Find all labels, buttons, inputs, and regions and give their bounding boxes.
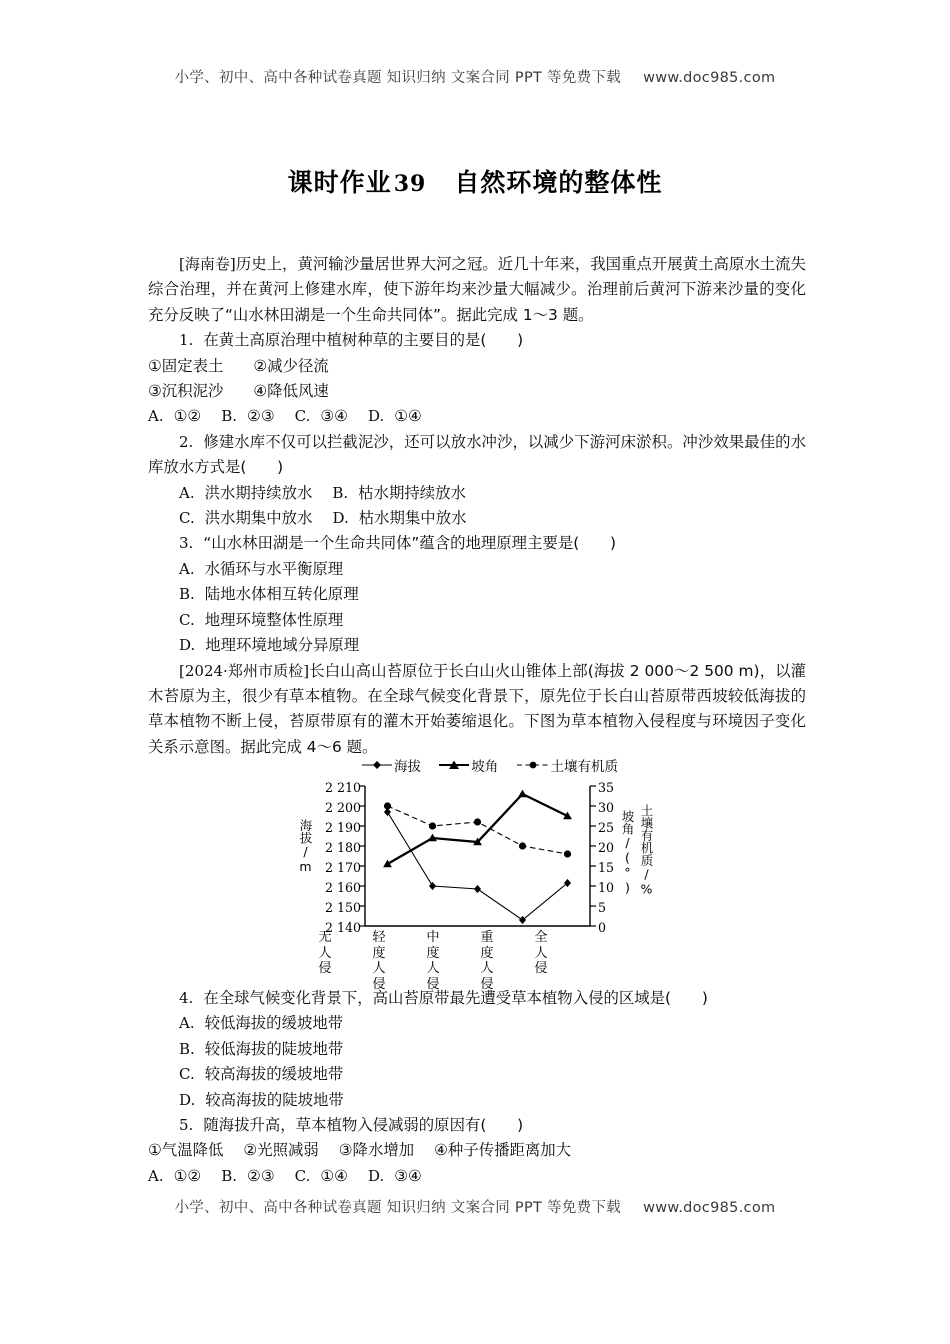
chart-xtick-0-char-1: 人 <box>318 945 332 961</box>
question-5-option-c-letter: C. <box>294 1166 311 1185</box>
chart-figure <box>285 755 695 992</box>
chart-xtick-2-char-1: 度 <box>426 945 440 961</box>
title-number: 39 <box>393 171 427 197</box>
chart-ytick-left-2: 2 160 <box>324 880 361 895</box>
chart-ytick-right-7: 35 <box>598 780 615 795</box>
question-2-num: 2. <box>179 432 194 451</box>
question-1-option-d[interactable]: ①④ <box>394 407 422 426</box>
question-2-option-b-letter: B. <box>332 483 349 502</box>
question-2-option-a[interactable]: 洪水期持续放水 <box>204 483 313 502</box>
question-5-option-a[interactable]: ①② <box>173 1166 202 1185</box>
question-2-stem <box>148 430 806 481</box>
question-5-option-b-letter: B. <box>221 1166 238 1185</box>
chart-xtick-4 <box>532 930 550 977</box>
legend-item-organic <box>517 755 619 775</box>
question-1-option-d-letter: D. <box>367 407 385 426</box>
question-1-item-3: ③沉积泥沙 <box>148 382 224 401</box>
title-prefix: 课时作业 <box>287 168 392 197</box>
chart-right-ticks <box>590 786 596 926</box>
question-1-num: 1. <box>179 331 194 350</box>
question-2-option-d-letter: D. <box>332 509 349 528</box>
running-head-text: 小学、初中、高中各种试卷真题 知识归纳 文案合同 PPT 等免费下载 <box>174 70 622 86</box>
content-body <box>148 252 806 760</box>
chart-ytick-right-4: 20 <box>598 840 615 855</box>
question-1-option-b[interactable]: ②③ <box>247 407 275 426</box>
question-3-option-b-letter: B. <box>179 585 195 604</box>
question-5-item-2: ②光照减弱 <box>243 1141 319 1160</box>
chart-ytick-right-3: 15 <box>598 860 615 875</box>
chart-xtick-2-char-0: 中 <box>426 930 440 945</box>
question-5-option-c[interactable]: ①④ <box>320 1166 348 1185</box>
chart-ylabel-right-slope: 坡角/(°) <box>620 810 635 895</box>
question-4-option-a[interactable]: 较低海拔的缓坡地带 <box>204 1014 344 1033</box>
question-4-stem-text: 在全球气候变化背景下，高山苔原带最先遭受草本植物入侵的区域是( ) <box>203 989 708 1007</box>
chart-plot-area <box>285 777 695 992</box>
chart-xtick-3-char-0: 重 <box>480 930 494 945</box>
legend-item-slope <box>439 755 498 775</box>
question-5-option-d[interactable]: ③④ <box>394 1166 422 1185</box>
question-3-stem <box>148 531 806 556</box>
chart-xtick-0-char-0: 无 <box>318 930 332 945</box>
circle-marker-icon <box>517 759 549 771</box>
question-1-items-2 <box>148 379 806 404</box>
question-1-items <box>148 354 806 379</box>
chart-ytick-right-5: 25 <box>598 820 615 835</box>
question-1-item-1: ①固定表土 <box>148 356 224 375</box>
question-5-options <box>148 1164 806 1189</box>
running-foot-text: 小学、初中、高中各种试卷真题 知识归纳 文案合同 PPT 等免费下载 <box>174 1200 622 1216</box>
chart-series-slope <box>383 790 572 868</box>
chart-xtick-3-char-2: 人 <box>480 961 494 977</box>
passage-2-text: 长白山高山苔原位于长白山火山锥体上部(海拔 2 000～2 500 m)，以灌木苔原为主，很少有草本植物。在全球气候变化背景下，原先位于长白山苔原带西坡较低海拔的草本植物不断上侵，苔原带原有的灌木开始萎缩退化。下图为草本植物入侵程度与环境因子变化关系示意图。据此完成 4～6 题。 <box>148 661 806 756</box>
chart-xtick-1-char-1: 度 <box>372 945 386 961</box>
passage-1-source: [海南卷] <box>179 255 236 273</box>
question-3-num: 3. <box>179 534 194 553</box>
question-4-option-c-letter: C. <box>179 1065 195 1084</box>
chart-xtick-2-char-3: 侵 <box>426 976 440 992</box>
question-1-option-a-letter: A. <box>148 407 164 426</box>
chart-xtick-4-char-1: 人 <box>534 945 548 961</box>
question-4-option-b[interactable]: 较低海拔的陡坡地带 <box>204 1039 344 1058</box>
question-1-options <box>148 404 806 429</box>
question-3-option-b-row <box>148 582 806 607</box>
chart-xtick-3-char-1: 度 <box>480 945 494 961</box>
question-1-item-2: ②减少径流 <box>253 356 329 375</box>
question-2-option-b[interactable]: 枯水期持续放水 <box>358 483 466 502</box>
chart-xtick-1 <box>370 930 388 992</box>
question-2-option-d[interactable]: 枯水期集中放水 <box>358 509 467 528</box>
question-3-option-a[interactable]: 水循环与水平衡原理 <box>204 559 344 578</box>
chart-ytick-left-0: 2 140 <box>324 920 361 935</box>
question-1-stem-text: 在黄土高原治理中植树种草的主要目的是( ) <box>203 331 524 350</box>
chart-ytick-right-6: 30 <box>598 800 615 815</box>
chart-xtick-1-char-3: 侵 <box>372 976 386 992</box>
chart-xtick-2-char-2: 人 <box>426 961 440 977</box>
question-4-option-d[interactable]: 较高海拔的陡坡地带 <box>205 1090 344 1109</box>
question-2-option-c-letter: C. <box>179 509 195 528</box>
chart-ylabel-right-organic: 土壤有机质/% <box>639 804 654 897</box>
running-foot <box>0 1196 950 1217</box>
chart-ytick-right-0: 0 <box>598 920 607 935</box>
question-5-option-a-letter: A. <box>148 1166 164 1185</box>
question-3-option-a-row <box>148 557 806 582</box>
question-5-items <box>148 1138 806 1163</box>
chart-xtick-3 <box>478 930 496 992</box>
question-3-option-c-letter: C. <box>179 610 195 629</box>
question-1-stem <box>148 328 806 353</box>
question-1-option-b-letter: B. <box>221 407 238 426</box>
chart-xtick-0-char-2: 侵 <box>318 961 332 977</box>
diamond-marker-icon <box>362 759 392 771</box>
question-2-options-row-2 <box>148 506 806 531</box>
question-4-option-d-row <box>148 1088 806 1113</box>
question-4-option-b-letter: B. <box>179 1039 195 1058</box>
chart-ytick-left-3: 2 170 <box>324 860 361 875</box>
question-3-option-b[interactable]: 陆地水体相互转化原理 <box>204 585 359 604</box>
running-head <box>0 66 950 87</box>
question-5-option-d-letter: D. <box>367 1166 385 1185</box>
question-3-option-c[interactable]: 地理环境整体性原理 <box>204 610 344 629</box>
question-5-item-4: ④种子传播距离加大 <box>434 1141 572 1160</box>
chart-ytick-left-6: 2 200 <box>324 800 361 815</box>
title-name: 自然环境的整体性 <box>454 168 663 197</box>
running-foot-url: www.doc985.com <box>643 1200 776 1216</box>
question-5-option-b[interactable]: ②③ <box>247 1166 275 1185</box>
question-3-option-d-letter: D. <box>179 636 196 655</box>
question-1-item-4: ④降低风速 <box>253 382 329 401</box>
question-3-option-d-row <box>148 633 806 658</box>
triangle-marker-icon <box>439 759 469 771</box>
running-head-url: www.doc985.com <box>643 70 776 86</box>
question-1-option-c-letter: C. <box>294 407 311 426</box>
question-5-item-1: ①气温降低 <box>148 1141 224 1160</box>
legend-item-altitude <box>362 755 421 775</box>
content-body-2 <box>148 986 806 1189</box>
question-4-num: 4. <box>179 989 194 1007</box>
question-3-stem-text: “山水林田湖是一个生命共同体”蕴含的地理原理主要是( ) <box>203 534 617 553</box>
question-3-option-a-letter: A. <box>179 559 195 578</box>
passage-2 <box>148 659 806 761</box>
legend-label-altitude: 海拔 <box>393 759 421 775</box>
question-5-num: 5. <box>179 1116 194 1135</box>
chart-ytick-left-1: 2 150 <box>324 900 361 915</box>
chart-ytick-right-1: 5 <box>598 900 607 915</box>
chart-legend <box>285 755 695 775</box>
chart-xtick-4-char-2: 侵 <box>534 961 548 977</box>
question-2-options-row-1 <box>148 481 806 506</box>
question-4-option-b-row <box>148 1037 806 1062</box>
legend-label-slope: 坡角 <box>471 759 499 775</box>
question-5-stem-text: 随海拔升高，草本植物入侵减弱的原因有( ) <box>203 1116 524 1135</box>
chart-xtick-1-char-0: 轻 <box>372 930 386 945</box>
chart-xtick-0 <box>316 930 334 977</box>
page-title <box>0 163 950 199</box>
question-4-option-d-letter: D. <box>179 1090 196 1109</box>
question-3-option-d[interactable]: 地理环境地域分异原理 <box>205 636 360 655</box>
question-2-option-a-letter: A. <box>179 483 195 502</box>
chart-ytick-right-2: 10 <box>598 880 615 895</box>
question-1-option-c[interactable]: ③④ <box>320 407 348 426</box>
passage-1-text: 历史上，黄河输沙量居世界大河之冠。近几十年来，我国重点开展黄土高原水土流失综合治理，并在黄河上修建水库，使下游年均来沙量大幅减少。治理前后黄河下游来沙量的变化充分反映了“山水林田湖是一个生命共同体”。据此完成 1～3 题。 <box>148 255 806 324</box>
question-4-option-a-row <box>148 1011 806 1036</box>
chart-ytick-left-4: 2 180 <box>324 840 361 855</box>
question-5-stem <box>148 1113 806 1138</box>
question-4-option-c-row <box>148 1062 806 1087</box>
chart-xtick-2 <box>424 930 442 992</box>
chart-ytick-left-5: 2 190 <box>324 820 361 835</box>
question-2-option-c[interactable]: 洪水期集中放水 <box>204 509 313 528</box>
passage-1 <box>148 252 806 328</box>
chart-xtick-3-char-3: 侵 <box>480 976 494 992</box>
question-4-option-a-letter: A. <box>179 1014 195 1033</box>
question-4-stem <box>148 986 806 1011</box>
chart-xtick-4-char-0: 全 <box>534 930 548 945</box>
question-1-option-a[interactable]: ①② <box>173 407 202 426</box>
chart-ytick-left-7: 2 210 <box>324 780 361 795</box>
chart-left-ticks <box>359 786 365 926</box>
legend-label-organic: 土壤有机质 <box>550 759 619 775</box>
question-5-item-3: ③降水增加 <box>338 1141 415 1160</box>
question-3-option-c-row <box>148 608 806 633</box>
chart-ylabel-left: 海拔/m <box>298 819 313 874</box>
passage-2-source: [2024·郑州市质检] <box>179 661 310 680</box>
question-4-option-c[interactable]: 较高海拔的缓坡地带 <box>204 1065 344 1084</box>
chart-xtick-1-char-2: 人 <box>372 961 386 977</box>
question-2-stem-text: 修建水库不仅可以拦截泥沙，还可以放水冲沙，以减少下游河床淤积。冲沙效果最佳的水库放水方式是( ) <box>148 432 806 477</box>
